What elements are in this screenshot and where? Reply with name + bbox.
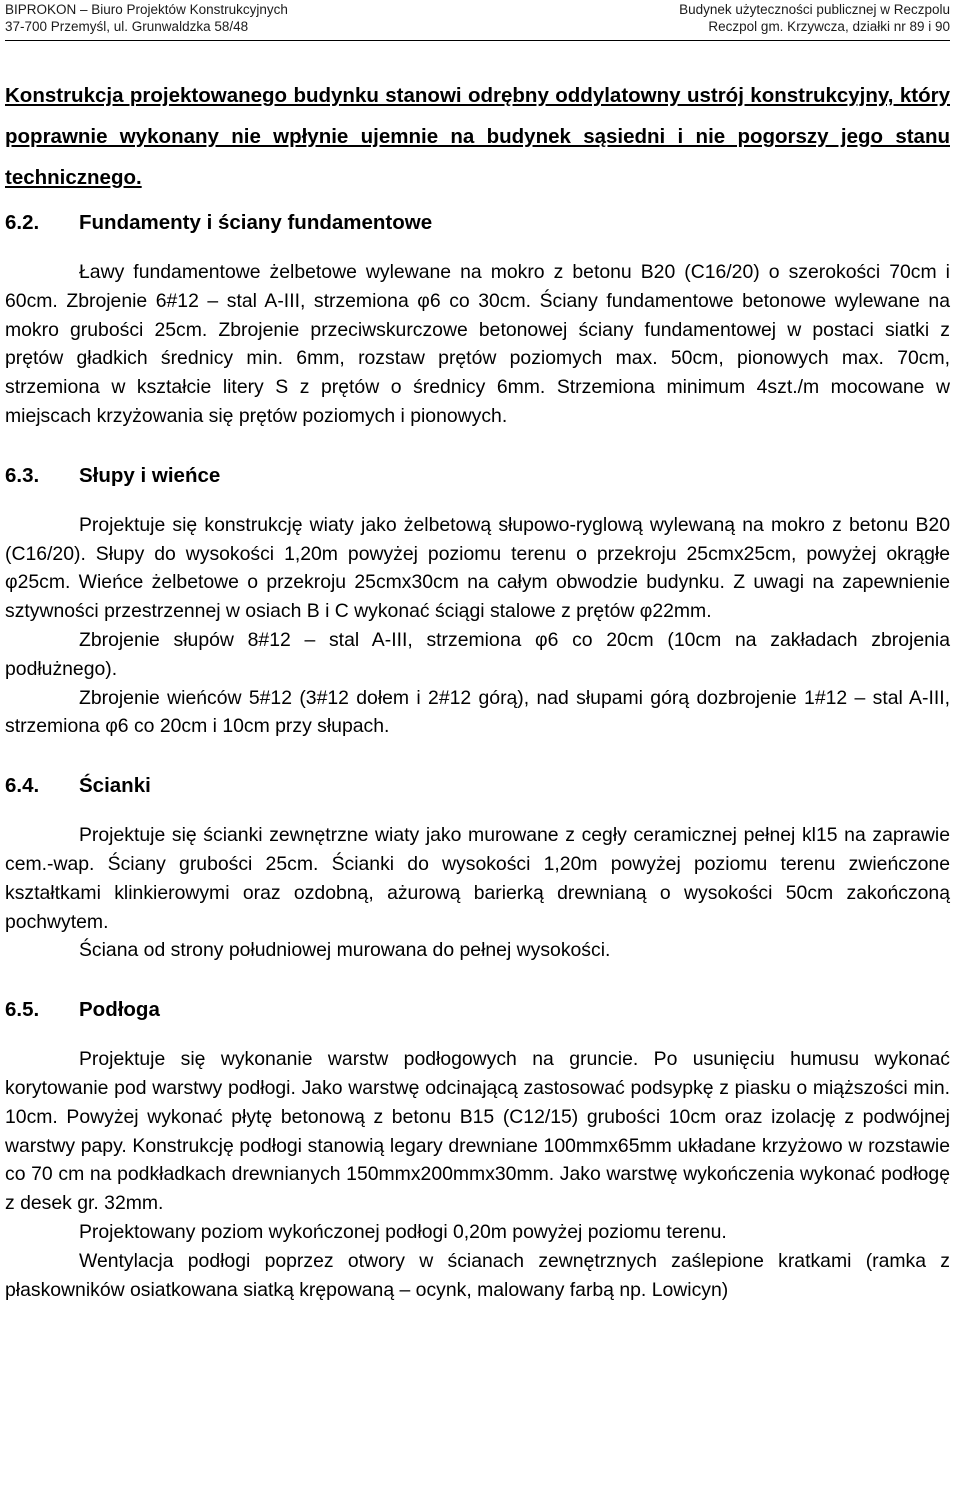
paragraph: Projektuje się wykonanie warstw podłogowych na gruncie. Po usunięciu humusu wykonać korytowanie pod warstwy podłogi. Jako warstwę odcinającą zastosować podsypkę z piasku o miąższości min. 10cm. Powyżej wykonać płytę betonową z betonu B15 (C12/15) grubości 10cm oraz izolację z podwójnej warstwy papy. Konstrukcję podłogi stanowią legary drewniane 100mmx65mm układane krzyżowo w rozstawie co 70 cm na podkładkach drewnianych 150mmx200mmx30mm. Jako warstwę wykończenia wykonać podłogę z desek gr. 32mm. <box>5 1048 950 1215</box>
section-number: 6.3. <box>5 463 40 487</box>
header-company: BIPROKON – Biuro Projektów Konstrukcyjnych <box>5 2 288 17</box>
section-body-6-3 <box>5 511 950 741</box>
paragraph: Zbrojenie słupów 8#12 – stal A-III, strzemiona φ6 co 20cm (10cm na zakładach zbrojenia podłużnego). <box>5 628 950 680</box>
section-body-6-4 <box>5 821 950 965</box>
section-number: 6.4. <box>5 774 40 798</box>
intro-paragraph <box>5 75 950 198</box>
section-body-6-5 <box>5 1045 950 1304</box>
paragraph: Projektowany poziom wykończonej podłogi 0,20m powyżej poziomu terenu. <box>79 1220 727 1243</box>
paragraph: Projektuje się konstrukcję wiaty jako żelbetową słupowo-ryglową wylewaną na mokro z betonu B20 (C16/20). Słupy do wysokości 1,20m powyżej poziomu terenu o przekroju 25cmx25cm, powyżej okrągłe φ25cm. Wieńce żelbetowe o przekroju 25cmx30cm na całym obwodzie budynku. Z uwagi na zapewnienie sztywności przestrzennej w osiach B i C wykonać ściągi stalowe z prętów φ22mm. <box>5 513 950 623</box>
paragraph: Projektuje się ścianki zewnętrzne wiaty jako murowane z cegły ceramicznej pełnej kl15 na zaprawie cem.-wap. Ściany grubości 25cm. Ścianki do wysokości 1,20m powyżej poziomu terenu zwieńczone kształtkami klinkierowymi oraz ozdobną, ażurową barierką drewnianą o wysokości 50cm zakończoną pochwytem. <box>5 824 950 933</box>
section-body-6-2 <box>5 258 950 431</box>
paragraph: Wentylacja podłogi poprzez otwory w ścianach zewnętrznych zaślepione kratkami (ramka z płaskowników osiatkowana siatką krępowaną – ocynk, malowany farbą np. Lowicyn) <box>5 1249 950 1301</box>
header-address: 37-700 Przemyśl, ul. Grunwaldzka 58/48 <box>5 19 249 34</box>
section-title: Fundamenty i ściany fundamentowe <box>79 211 433 234</box>
document-page <box>5 0 950 1304</box>
section-title: Podłoga <box>79 998 160 1022</box>
header-left <box>5 1 288 35</box>
page-header <box>5 0 950 41</box>
header-building: Budynek użyteczności publicznej w Reczpolu <box>679 2 950 17</box>
paragraph: Ściana od strony południowej murowana do pełnej wysokości. <box>79 939 611 962</box>
section-heading-6-5 <box>5 995 950 1025</box>
intro-text: Konstrukcja projektowanego budynku stanowi odrębny oddylatowny ustrój konstrukcyjny, który poprawnie wykonany nie wpłynie ujemnie na budynek sąsiedni i nie pogorszy jego stanu technicznego. <box>5 84 950 189</box>
header-location: Reczpol gm. Krzywcza, działki nr 89 i 90 <box>708 19 950 34</box>
section-title: Ścianki <box>79 774 151 798</box>
section-title: Słupy i wieńce <box>79 463 221 487</box>
section-number: 6.2. <box>5 211 40 234</box>
section-heading-6-2 <box>5 208 950 238</box>
section-heading-6-3 <box>5 461 950 491</box>
section-number: 6.5. <box>5 998 40 1022</box>
section-heading-6-4 <box>5 771 950 801</box>
header-right <box>679 1 950 35</box>
paragraph: Ławy fundamentowe żelbetowe wylewane na mokro z betonu B20 (C16/20) o szerokości 70cm i 60cm. Zbrojenie 6#12 – stal A-III, strzemiona φ6 co 30cm. Ściany fundamentowe betonowe wylewane na mokro grubości 25cm. Zbrojenie przeciwskurczowe betonowej ściany fundamentowej w postaci siatki z prętów gładkich średnicy min. 6mm, rozstaw prętów poziomych max. 50cm, pionowych max. 70cm, strzemiona w kształcie litery S z prętów o średnicy 6mm. Strzemiona minimum 4szt./m mocowane w miejscach krzyżowania się prętów poziomych i pionowych. <box>5 261 950 427</box>
paragraph: Zbrojenie wieńców 5#12 (3#12 dołem i 2#12 górą), nad słupami górą dozbrojenie 1#12 – stal A-III, strzemiona φ6 co 20cm i 10cm przy słupach. <box>5 686 950 738</box>
